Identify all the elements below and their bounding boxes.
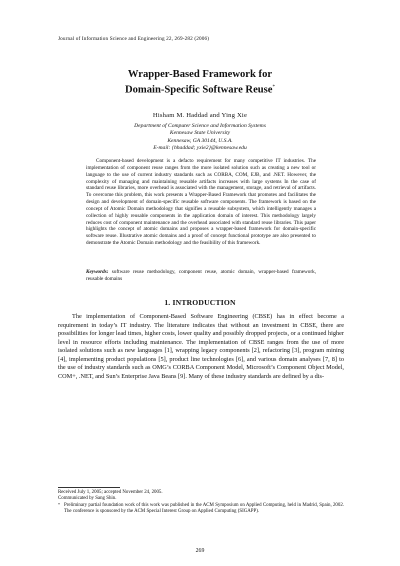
author-names: Hisham M. Haddad and Ying Xie [152, 112, 248, 119]
footnote-divider [58, 487, 120, 488]
running-head: Journal of Information Science and Engineering 22, 269-282 (2006) [58, 36, 210, 42]
section-heading-introduction: 1. INTRODUCTION [164, 298, 236, 307]
keywords-text: software reuse methodology, component reuse, atomic domain, wrapper-based framework, reusable domains [86, 269, 317, 282]
footnotes-block [58, 490, 344, 516]
affiliation-department: Department of Computer Science and Information Systems [134, 123, 266, 129]
keywords-label: Keywords: [86, 269, 109, 275]
footnote-received: Received July 1, 2005; accepted November 24, 2005. [58, 490, 163, 495]
footnote-preliminary-text: Preliminary partial foundation work of this work was published in the ACM Symposium on Applied Computing, held in Madrid, Spain, 2002. The conference is sponsored by the ACM Special Interest Group on Applied Computing (SIGAPP). [64, 502, 344, 515]
page-number: 269 [195, 548, 205, 554]
title-footnote-mark: * [272, 85, 275, 90]
affiliation-university: Kennesaw State University [169, 130, 231, 137]
title-line-1: Wrapper-Based Framework for [127, 69, 273, 80]
footnote-preliminary [58, 503, 344, 516]
affiliation-block [40, 123, 360, 153]
keywords-line [86, 269, 316, 283]
footnote-star-mark: * [58, 501, 60, 507]
abstract-paragraph: Component-based development is a defacto requirement for many competitive IT industries. The implementation of component reuse ranges from the more isolated solution such as creating a new tool or language to the use of current industry standards such as CORBA, COM, EJB, and .NET. However, the complexity of managing and maintaining reusable artifacts increases with large systems In the case of standard reuse libraries, more overhead is associated with the management, storage, and retrieval of artifacts. To overcome this problem, this work presents a Wrapper-Based Framework that promotes and facilitates the design and development of domain-specific reusable software components. The framework is based on the concept of Atomic Domain methodology that signifies a reusable subsystem, which intelligently manages a collection of highly reusable components in the application domain of interest. This methodology largely reduces cost of component maintenance and the overhead associated with standard reuse libraries. This paper highlights the concept of atomic domains and proposes a wrapper-based framework for domain-specific software reuse. Illustrative atomic domains and a proof of concept functional prototype are also presented to demonstrate the Atomic Domain methodology and the feasibility of this framework. [86, 158, 316, 247]
title-line-2 [40, 81, 360, 97]
introduction-paragraph: The implementation of Component-Based Software Engineering (CBSE) has in effect become a requirement in today’s IT industry. The literature indicates that without an investment in CBSE, there are possibilities for longer lead times, higher costs, lower quality and possibly dropped projects, or a continued higher level in resource efforts including maintenance. The implementation of CBSE ranges from the use of more isolated solutions such as new languages [1], wrapping legacy components [2], refactoring [3], program mining [4], implementing product populations [5], product line technologies [6], and various domain analyses [7, 8] to the use of industry standards such as OMG’s CORBA Component Model, Microsoft’s Component Object Model, COM+, .NET, and Sun’s Enterprise Java Beans [9]. Many of these industry standards are defined by a dis- [58, 313, 344, 380]
footnote-communicated: Communicated by Sang Shin. [58, 496, 117, 502]
title-line-2-text: Domain-Specific Software Reuse [124, 84, 273, 96]
affiliation-email: E-mail: {hhaddad; yxie2}@kennesaw.edu [153, 145, 247, 152]
affiliation-location: Kennesaw, GA 30144, U.S.A. [167, 137, 233, 144]
paper-title [40, 68, 360, 97]
